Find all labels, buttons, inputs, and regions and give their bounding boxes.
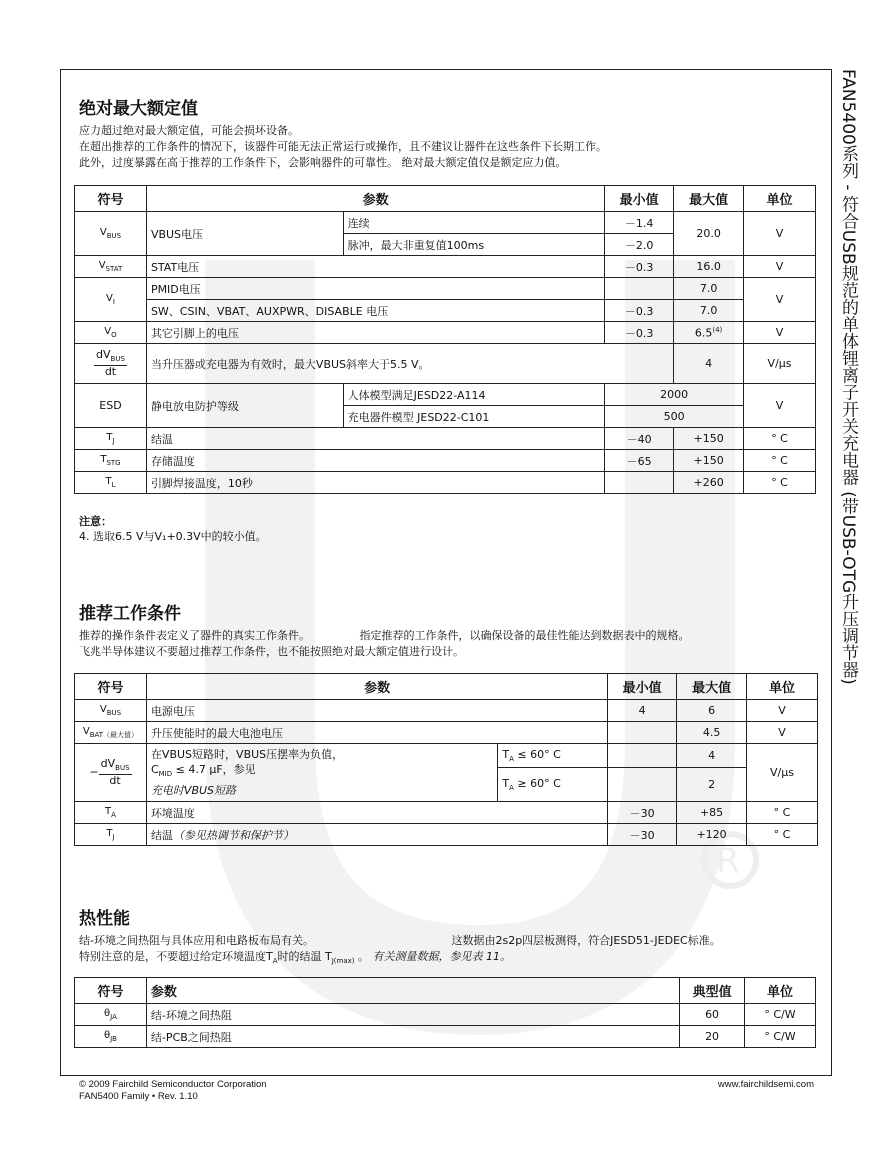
table-cell: －30 [608,824,677,846]
table-cell: 引脚焊接温度，10秒 [146,472,604,494]
table-cell: ESD [75,384,147,428]
svg-text:R: R [716,841,740,881]
table-cell: $T_A \ge 60^\circ$ C [498,768,608,802]
side-title: FAN5400系列 - 符合USB规范的单体锂离子开关充电器 (带USB-OTG升压调节器) [838,69,858,685]
table-cell: 2 [677,768,747,802]
table-cell: 4 [677,744,747,768]
table-cell: SW、CSIN、VBAT、AUXPWR、DISABLE 电压 [146,300,604,322]
column-header: 符号 [75,674,147,700]
table-cell: ° C [744,450,816,472]
table-cell: V/μs [747,744,818,802]
column-header: 最小值 [605,186,674,212]
section-heading-thermal: 热性能 [79,909,130,929]
table-cell: －30 [608,802,677,824]
table-cell: 4 [608,700,677,722]
column-header: 参数 [146,674,607,700]
column-header: 最大值 [674,186,744,212]
table-cell: $V_O$ [75,322,147,344]
table-cell: $T_J$ [75,824,147,846]
table-cell: $\theta_{JA}$ [75,1004,147,1026]
table-cell: 结-PCB之间热阻 [146,1026,679,1048]
footer-url[interactable]: www.fairchildsemi.com [717,1079,814,1090]
abs-max-notes: 注意： 4. 选取6.5 V与V₁+0.3V中的较小值。 [79,515,267,543]
table-row [75,722,818,744]
table-cell: －0.3 [605,256,674,278]
table-cell: $\theta_{JB}$ [75,1026,147,1048]
column-header: 最大值 [677,674,747,700]
table-cell: ° C [747,824,818,846]
table-cell: 2000 [605,384,744,406]
table-cell: 16.0 [674,256,744,278]
table-cell: $T_J$ [75,428,147,450]
column-header: 符号 [75,978,147,1004]
column-header: 单位 [747,674,818,700]
table-cell: +85 [677,802,747,824]
table-row [75,802,818,824]
table-cell: V [747,700,818,722]
recommended-table [74,673,818,846]
table-row [75,278,816,300]
footer-family: FAN5400 Family • Rev. 1.10 [79,1091,198,1102]
table-cell: V [744,212,816,256]
table-cell: －40 [605,428,674,450]
column-header: 参数 [146,978,679,1004]
table-row [75,212,816,234]
table-cell: 7.0 [674,278,744,300]
table-cell: 当升压器或充电器为有效时，最大VBUS斜率大于5.5 V。 [146,344,673,384]
table-row [75,472,816,494]
table-cell: $V_{BUS}$ [75,212,147,256]
table-row [75,322,816,344]
table-cell: ° C [744,472,816,494]
table-cell: －65 [605,450,674,472]
table-cell: +260 [674,472,744,494]
table-row [75,300,816,322]
table-cell: $V_I$ [75,278,147,322]
dvbus-dt-fraction: $\frac{dV_{BUS}}{dt}$ [96,347,125,379]
table-cell: 60 [680,1004,745,1026]
table-cell: 4 [674,344,744,384]
table-cell: V [744,256,816,278]
table-cell: +150 [674,428,744,450]
table-row [75,256,816,278]
table-cell: 环境温度 [146,802,607,824]
table-cell: －1.4 [605,212,674,234]
table-cell: 结-环境之间热阻 [146,1004,679,1026]
table-cell: 6 [677,700,747,722]
table-cell: 脉冲，最大非重复值100ms [343,234,605,256]
table-cell: $T_{STG}$ [75,450,147,472]
abs-max-table [74,185,816,494]
table-header-row [75,674,818,700]
table-cell [605,278,674,300]
footer-copyright: © 2009 Fairchild Semiconductor Corporation [79,1079,267,1090]
table-cell: $V_{BAT(最大值)}$ [75,722,147,744]
column-header: 单位 [744,186,816,212]
table-cell: $T_L$ [75,472,147,494]
table-header-row [75,978,816,1004]
thermal-table [74,977,816,1048]
table-cell: $T_A$ [75,802,147,824]
table-cell: －0.3 [605,300,674,322]
thermal-intro: 结-环境之间热阻与具体应用和电路板布局有关。 这数据由2s2p四层板测得，符合JESD51-JEDEC标准。 特别注意的是，不要超过给定环境温度$T_A$时的结温 $T_{J(max)}$ 。 有关测量数据，参见表 11。 [79,934,721,966]
section-heading-abs-max: 绝对最大额定值 [79,99,198,119]
table-cell: －2.0 [605,234,674,256]
table-cell [608,722,677,744]
table-row [75,450,816,472]
table-row [75,824,818,846]
table-cell: 充电器件模型 JESD22-C101 [343,406,605,428]
column-header: 单位 [745,978,816,1004]
table-cell: V [744,322,816,344]
table-cell: STAT电压 [146,256,604,278]
table-cell: $V_{BUS}$ [75,700,147,722]
table-row [75,428,816,450]
table-cell [608,744,677,768]
table-cell: 7.0 [674,300,744,322]
section-heading-recommended: 推荐工作条件 [79,604,181,624]
column-header: 参数 [146,186,604,212]
table-cell: 静电放电防护等级 [146,384,343,428]
table-row [75,384,816,406]
table-cell: 在VBUS短路时，VBUS压摆率为负值， $C_{MID} \le 4.7$ μF，参见 充电时VBUS短路 [146,744,497,802]
table-cell: ° C/W [745,1026,816,1048]
table-header-row [75,186,816,212]
table-cell: $T_A \le 60^\circ$ C [498,744,608,768]
table-cell: 6.5$^{(4)}$ [674,322,744,344]
table-row [75,344,816,384]
table-cell: 结温（参见热调节和保护节） [146,824,607,846]
column-header: 典型值 [680,978,745,1004]
footer-left [79,1079,267,1103]
dvbus-dt-fraction: $\frac{dV_{BUS}}{dt}$ [100,756,130,788]
table-cell: 人体模型满足JESD22-A114 [343,384,605,406]
table-cell: V [744,384,816,428]
table-cell: 其它引脚上的电压 [146,322,604,344]
table-cell: ° C/W [745,1004,816,1026]
table-row [75,1004,816,1026]
abs-max-intro: 应力超过绝对最大额定值，可能会损坏设备。 在超出推荐的工作条件的情况下，该器件可能无法正常运行或操作，且不建议让器件在这些条件下长期工作。 此外，过度暴露在高于推荐的工作条件下，会影响器件的可靠性。 绝对最大额定值仅是额定应力值。 [79,124,607,169]
table-cell: 升压使能时的最大电池电压 [146,722,607,744]
table-cell: +120 [677,824,747,846]
table-cell: V [744,278,816,322]
table-row [75,744,818,768]
table-cell: 500 [605,406,744,428]
table-cell [75,344,147,384]
table-cell [608,768,677,802]
table-cell: 20.0 [674,212,744,256]
table-cell: 20 [680,1026,745,1048]
table-cell: $V_{STAT}$ [75,256,147,278]
table-cell: PMID电压 [146,278,604,300]
table-cell [605,472,674,494]
table-cell: V/μs [744,344,816,384]
table-cell: − $\frac{dV_{BUS}}{dt}$ [75,744,147,802]
table-row [75,700,818,722]
table-cell: +150 [674,450,744,472]
table-cell: ° C [747,802,818,824]
table-cell: －0.3 [605,322,674,344]
table-row [75,1026,816,1048]
table-cell: 4.5 [677,722,747,744]
table-cell: 电源电压 [146,700,607,722]
table-cell: V [747,722,818,744]
table-cell: 连续 [343,212,605,234]
column-header: 符号 [75,186,147,212]
table-cell: 存储温度 [146,450,604,472]
table-cell: VBUS电压 [146,212,343,256]
recommended-intro: 推荐的操作条件表定义了器件的真实工作条件。 指定推荐的工作条件，以确保设备的最佳性能达到数据表中的规格。 飞兆半导体建议不要超过推荐工作条件，也不能按照绝对最大额定值进行设计。 [79,629,690,658]
table-cell: ° C [744,428,816,450]
table-cell: 结温 [146,428,604,450]
column-header: 最小值 [608,674,677,700]
